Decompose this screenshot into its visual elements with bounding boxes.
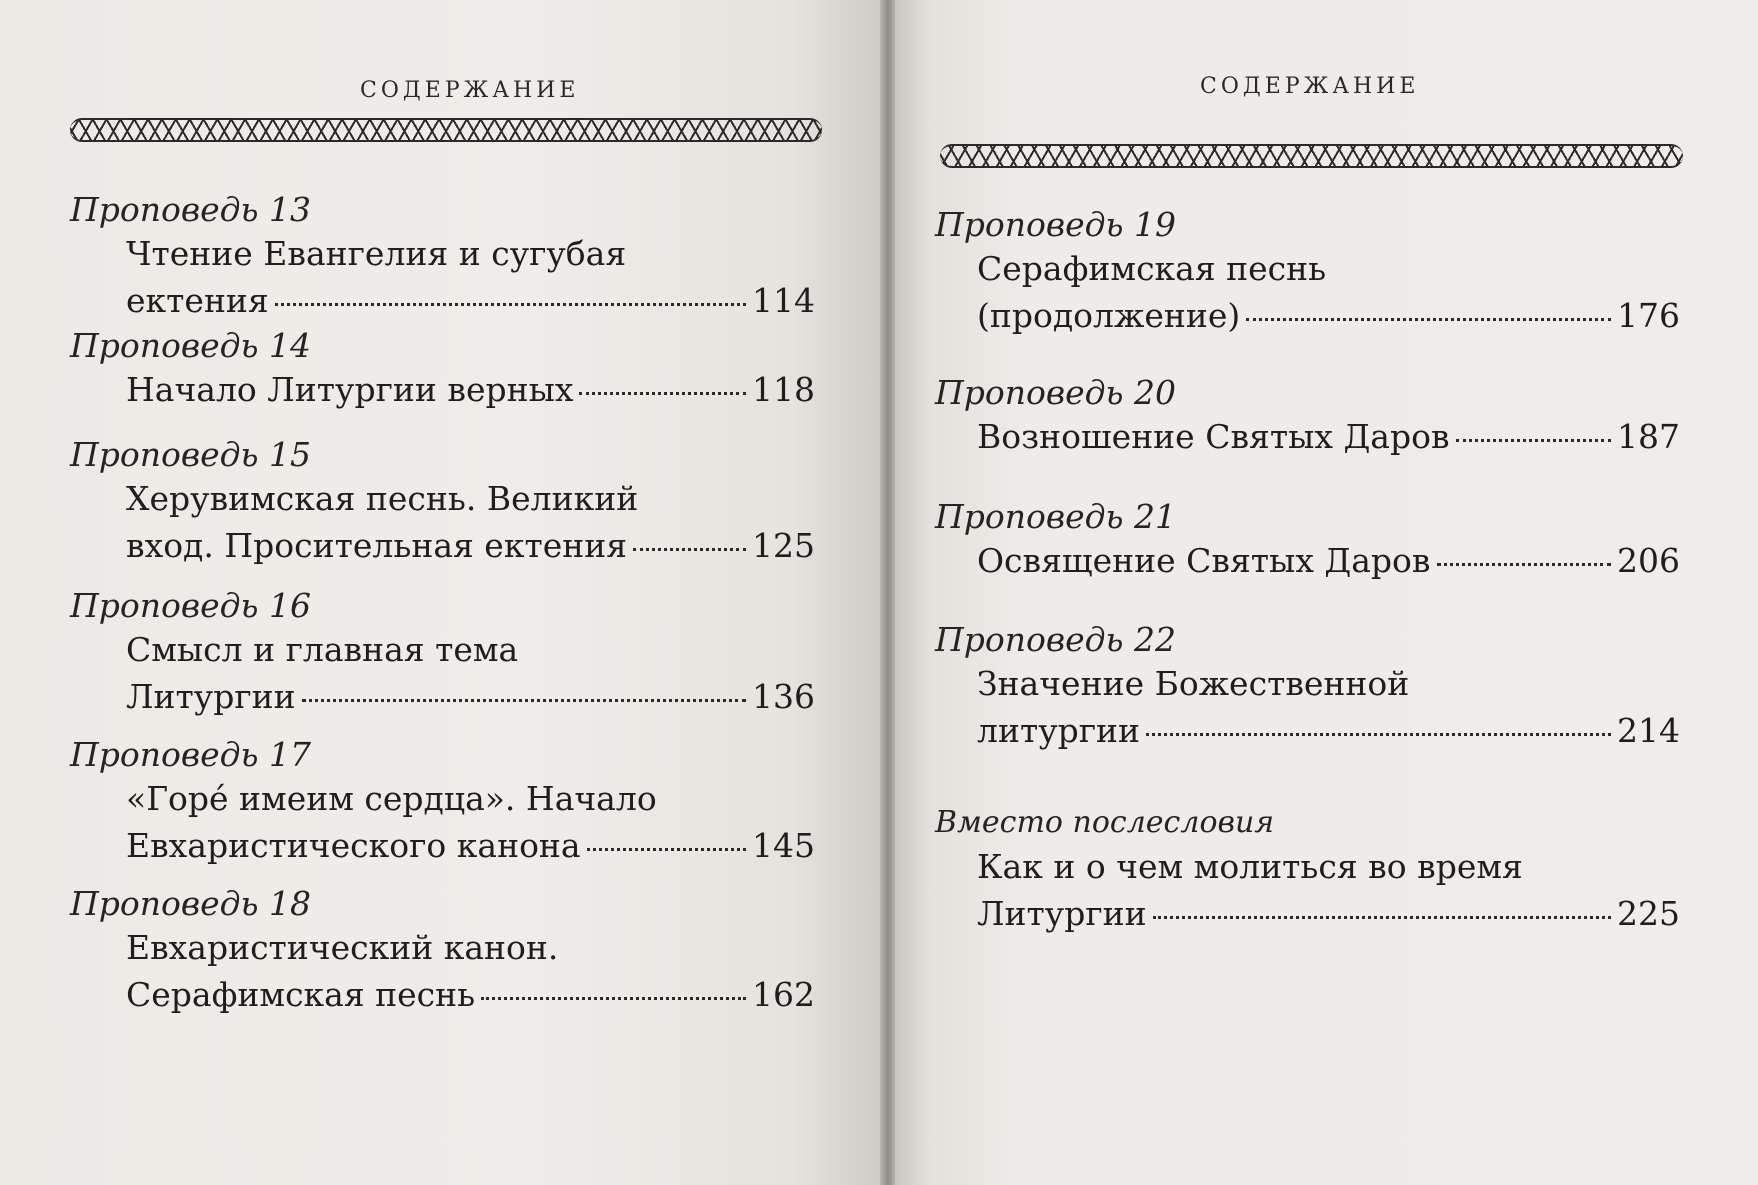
toc-entry[interactable] [70, 884, 815, 1018]
right-page [895, 0, 1758, 1185]
entry-last-line [126, 366, 815, 413]
toc-entry[interactable] [935, 803, 1680, 937]
entry-line: Начало Литургии верных [126, 370, 574, 409]
entry-text [935, 413, 1680, 460]
entry-text [70, 924, 815, 1018]
dot-leader [587, 847, 746, 851]
entry-last-line [977, 292, 1680, 339]
dot-leader [1153, 915, 1611, 919]
entry-line: Серафимская песнь [126, 975, 476, 1014]
running-head-right: СОДЕРЖАНИЕ [1200, 74, 1420, 99]
entry-last-line [977, 890, 1680, 937]
entry-line: (продолжение) [977, 296, 1241, 335]
sermon-title: Вместо послесловия [935, 805, 1275, 840]
entry-last-line [126, 822, 815, 869]
entry-text [935, 537, 1680, 584]
sermon-title: Проповедь 19 [935, 205, 1176, 244]
sermon-title: Проповедь 22 [935, 620, 1176, 659]
dot-leader [302, 698, 746, 702]
entry-line: Как и о чем молиться во время [977, 847, 1523, 886]
entry-text [70, 626, 815, 720]
entry-text [70, 475, 815, 569]
dot-leader [275, 302, 746, 306]
entry-last-line [126, 673, 815, 720]
page-number: 214 [1617, 711, 1680, 750]
toc-entry[interactable] [70, 735, 815, 869]
sermon-title: Проповедь 17 [70, 735, 311, 774]
entry-line: Чтение Евангелия и сугубая [126, 234, 627, 273]
dot-leader [579, 391, 746, 395]
dot-leader [633, 547, 746, 551]
sermon-title: Проповедь 16 [70, 586, 311, 625]
entry-last-line [977, 413, 1680, 460]
book-gutter [880, 0, 895, 1185]
toc-entry[interactable] [935, 373, 1680, 460]
dot-leader [481, 996, 746, 1000]
entry-line: ектения [126, 281, 269, 320]
page-number: 225 [1617, 894, 1680, 933]
dot-leader [1246, 317, 1611, 321]
page-number: 162 [752, 975, 815, 1014]
entry-line: Серафимская песнь [977, 249, 1327, 288]
ornament-divider-left [70, 118, 822, 142]
page-number: 206 [1617, 541, 1680, 580]
entry-line: Литургии [126, 677, 296, 716]
toc-entry[interactable] [935, 205, 1680, 339]
entry-line: вход. Просительная ектения [126, 526, 628, 565]
entry-line: Евхаристического канона [126, 826, 581, 865]
toc-entry[interactable] [70, 586, 815, 720]
entry-line: Смысл и главная тема [126, 630, 519, 669]
entry-text [70, 230, 815, 324]
entry-line: Значение Божественной [977, 664, 1410, 703]
entry-last-line [126, 277, 815, 324]
entry-last-line [977, 537, 1680, 584]
entry-line: «Горé имеим сердца». Начало [126, 779, 657, 818]
entry-last-line [126, 522, 815, 569]
sermon-title: Проповедь 21 [935, 497, 1176, 536]
entry-text [70, 775, 815, 869]
toc-entry[interactable] [70, 190, 815, 324]
toc-entry[interactable] [70, 435, 815, 569]
page-number: 187 [1617, 417, 1680, 456]
entry-line: Евхаристический канон. [126, 928, 559, 967]
page-number: 125 [752, 526, 815, 565]
entry-text [70, 366, 815, 413]
toc-entry[interactable] [70, 326, 815, 413]
dot-leader [1456, 438, 1611, 442]
entry-line: Херувимская песнь. Великий [126, 479, 639, 518]
entry-last-line [977, 707, 1680, 754]
sermon-title: Проповедь 13 [70, 190, 311, 229]
entry-text [935, 245, 1680, 339]
page-number: 118 [752, 370, 815, 409]
page-number: 114 [752, 281, 815, 320]
entry-last-line [126, 971, 815, 1018]
entry-line: Освящение Святых Даров [977, 541, 1431, 580]
sermon-title: Проповедь 15 [70, 435, 311, 474]
entry-line: литургии [977, 711, 1141, 750]
sermon-title: Проповедь 18 [70, 884, 311, 923]
sermon-title: Проповедь 14 [70, 326, 311, 365]
entry-text [935, 660, 1680, 754]
page-number: 136 [752, 677, 815, 716]
ornament-divider-right [940, 144, 1683, 168]
entry-line: Литургии [977, 894, 1147, 933]
toc-entry[interactable] [935, 497, 1680, 584]
running-head-left: СОДЕРЖАНИЕ [360, 78, 580, 103]
page-number: 145 [752, 826, 815, 865]
sermon-title: Проповедь 20 [935, 373, 1176, 412]
entry-text [935, 843, 1680, 937]
entry-line: Возношение Святых Даров [977, 417, 1450, 456]
dot-leader [1437, 562, 1612, 566]
dot-leader [1146, 732, 1611, 736]
toc-entry[interactable] [935, 620, 1680, 754]
page-number: 176 [1617, 296, 1680, 335]
